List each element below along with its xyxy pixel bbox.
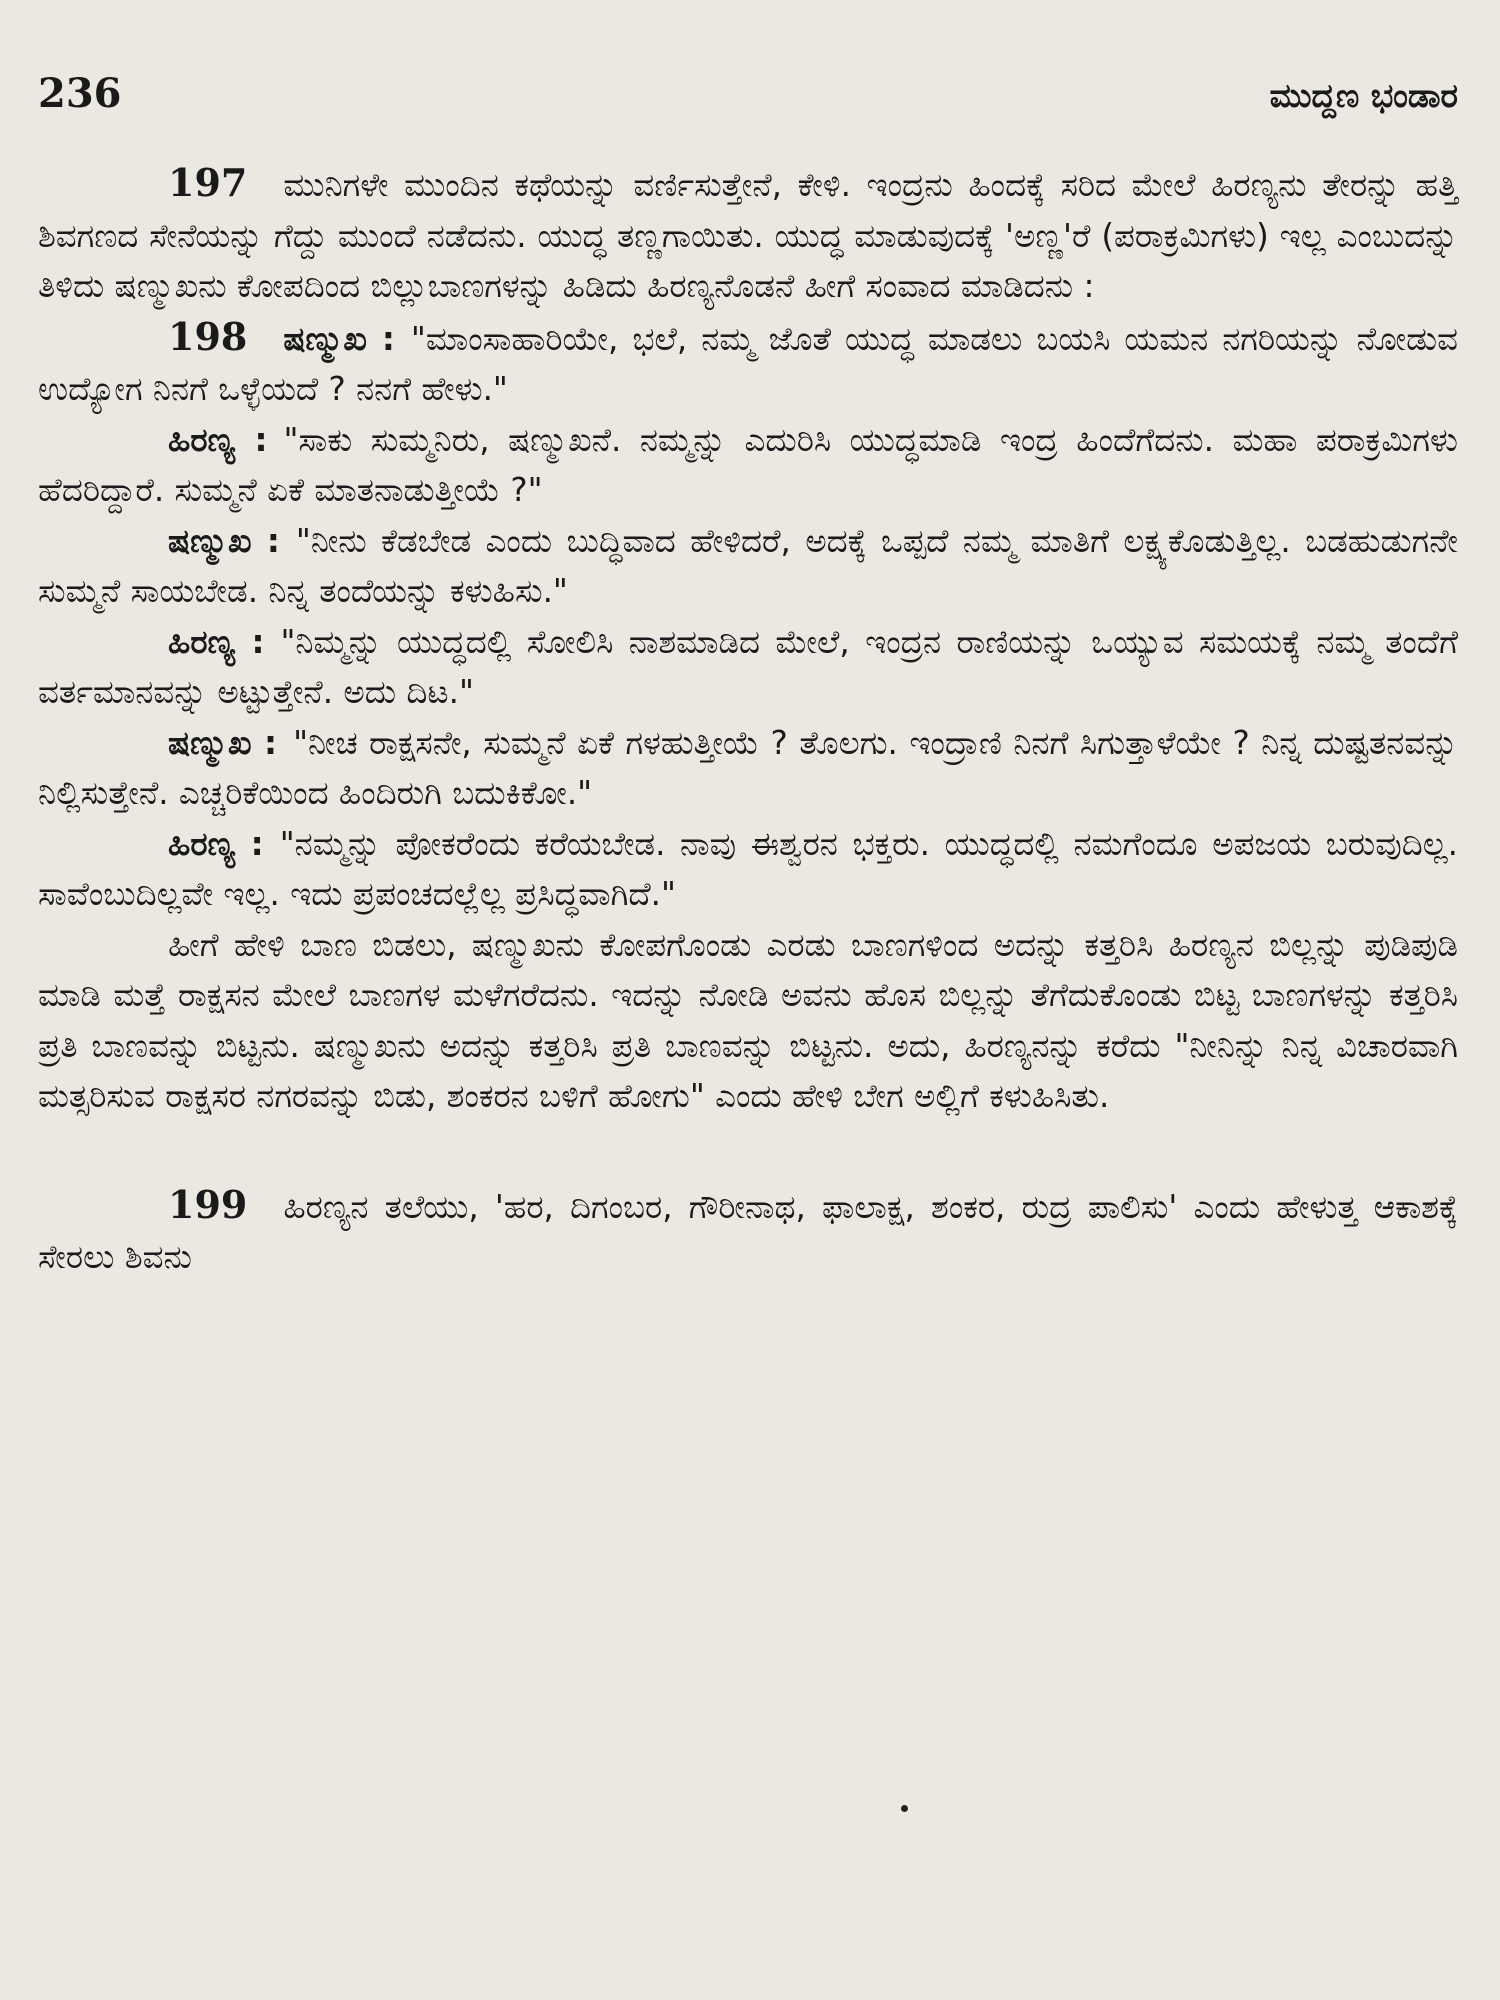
paragraph <box>38 920 1458 1122</box>
paragraph-text: "ನಮ್ಮನ್ನು ಪೋಕರೆಂದು ಕರೆಯಬೇಡ. ನಾವು ಈಶ್ವರನ ಭಕ್ತರು. ಯುದ್ಧದಲ್ಲಿ ನಮಗೆಂದೂ ಅಪಜಯ ಬರುವುದಿಲ್ಲ. ಸಾವೆಂಬುದಿಲ್ಲವೇ ಇಲ್ಲ. ಇದು ಪ್ರಪಂಚದಲ್ಲೆಲ್ಲ ಪ್ರಸಿದ್ಧವಾಗಿದೆ." <box>38 824 1459 913</box>
paragraph-text: "ಸಾಕು ಸುಮ್ಮನಿರು, ಷಣ್ಮುಖನೆ. ನಮ್ಮನ್ನು ಎದುರಿಸಿ ಯುದ್ಧಮಾಡಿ ಇಂದ್ರ ಹಿಂದೆಗೆದನು. ಮಹಾ ಪರಾಕ್ರಮಿಗಳು ಹೆದರಿದ್ದಾರೆ. ಸುಮ್ಮನೆ ಏಕೆ ಮಾತನಾಡುತ್ತೀಯೆ ?" <box>38 420 1458 509</box>
paragraph-text: "ನೀನು ಕೆಡಬೇಡ ಎಂದು ಬುದ್ಧಿವಾದ ಹೇಳಿದರೆ, ಅದಕ್ಕೆ ಒಪ್ಪದೆ ನಮ್ಮ ಮಾತಿಗೆ ಲಕ್ಷ್ಯಕೊಡುತ್ತಿಲ್ಲ. ಬಡಹುಡುಗನೇ ಸುಮ್ಮನೆ ಸಾಯಬೇಡ. ನಿನ್ನ ತಂದೆಯನ್ನು ಕಳುಹಿಸು." <box>38 521 1458 610</box>
speaker-label: ಷಣ್ಮುಖ : <box>283 319 395 358</box>
speaker-label: ಷಣ್ಮುಖ : <box>168 723 278 762</box>
paragraph <box>38 415 1458 516</box>
paragraph <box>38 1180 1458 1283</box>
paragraph-text: ಹಿರಣ್ಯನ ತಲೆಯು, 'ಹರ, ದಿಗಂಬರ, ಗೌರೀನಾಥ, ಫಾಲಾಕ್ಷ, ಶಂಕರ, ರುದ್ರ ಪಾಲಿಸು' ಎಂದು ಹೇಳುತ್ತ ಆಕಾಶಕ್ಕೆ ಸೇರಲು ಶಿವನು <box>38 1187 1458 1276</box>
page-body <box>38 158 1458 1283</box>
verse-number: 199 <box>168 1181 248 1227</box>
running-head: ಮುದ್ದಣ ಭಂಡಾರ <box>1269 76 1458 115</box>
paragraph <box>38 312 1458 415</box>
paragraph-text: "ನೀಚ ರಾಕ್ಷಸನೇ, ಸುಮ್ಮನೆ ಏಕೆ ಗಳಹುತ್ತೀಯೆ ? ತೊಲಗು. ಇಂದ್ರಾಣಿ ನಿನಗೆ ಸಿಗುತ್ತಾಳೆಯೇ ? ನಿನ್ನ ದುಷ್ಟತನವನ್ನು ನಿಲ್ಲಿಸುತ್ತೇನೆ. ಎಚ್ಚರಿಕೆಯಿಂದ ಹಿಂದಿರುಗಿ ಬದುಕಿಕೋ." <box>38 723 1458 812</box>
paragraph <box>38 819 1458 920</box>
speaker-label: ಹಿರಣ್ಯ : <box>168 622 265 661</box>
paragraph <box>38 158 1458 312</box>
paragraph-text: ಮುನಿಗಳೇ ಮುಂದಿನ ಕಥೆಯನ್ನು ವರ್ಣಿಸುತ್ತೇನೆ, ಕೇಳಿ. ಇಂದ್ರನು ಹಿಂದಕ್ಕೆ ಸರಿದ ಮೇಲೆ ಹಿರಣ್ಯನು ತೇರನ್ನು ಹತ್ತಿ ಶಿವಗಣದ ಸೇನೆಯನ್ನು ಗೆದ್ದು ಮುಂದೆ ನಡೆದನು. ಯುದ್ಧ ತಣ್ಣಗಾಯಿತು. ಯುದ್ಧ ಮಾಡುವುದಕ್ಕೆ 'ಅಣ್ಣ'ರೆ (ಪರಾಕ್ರಮಿಗಳು) ಇಲ್ಲ ಎಂಬುದನ್ನು ತಿಳಿದು ಷಣ್ಮುಖನು ಕೋಪದಿಂದ ಬಿಲ್ಲುಬಾಣಗಳನ್ನು ಹಿಡಿದು ಹಿರಣ್ಯನೊಡನೆ ಹೀಗೆ ಸಂವಾದ ಮಾಡಿದನು : <box>38 166 1458 305</box>
speaker-label: ಹಿರಣ್ಯ : <box>168 824 264 863</box>
paragraph-text: ಹೀಗೆ ಹೇಳಿ ಬಾಣ ಬಿಡಲು, ಷಣ್ಮುಖನು ಕೋಪಗೊಂಡು ಎರಡು ಬಾಣಗಳಿಂದ ಅದನ್ನು ಕತ್ತರಿಸಿ ಹಿರಣ್ಯನ ಬಿಲ್ಲನ್ನು ಪುಡಿಪುಡಿ ಮಾಡಿ ಮತ್ತೆ ರಾಕ್ಷಸನ ಮೇಲೆ ಬಾಣಗಳ ಮಳೆಗರೆದನು. ಇದನ್ನು ನೋಡಿ ಅವನು ಹೊಸ ಬಿಲ್ಲನ್ನು ತೆಗೆದುಕೊಂಡು ಬಿಟ್ಟ ಬಾಣಗಳನ್ನು ಕತ್ತರಿಸಿ ಪ್ರತಿ ಬಾಣವನ್ನು ಬಿಟ್ಟನು. ಷಣ್ಮುಖನು ಅದನ್ನು ಕತ್ತರಿಸಿ ಪ್ರತಿ ಬಾಣವನ್ನು ಬಿಟ್ಟನು. ಅದು, ಹಿರಣ್ಯನನ್ನು ಕರೆದು "ನೀನಿನ್ನು ನಿನ್ನ ವಿಚಾರವಾಗಿ ಮತ್ಸರಿಸುವ ರಾಕ್ಷಸರ ನಗರವನ್ನು ಬಿಡು, ಶಂಕರನ ಬಳಿಗೆ ಹೋಗು" ಎಂದು ಹೇಳಿ ಬೇಗ ಅಲ್ಲಿಗೆ ಕಳುಹಿಸಿತು. <box>38 925 1458 1115</box>
speaker-label: ಹಿರಣ್ಯ : <box>168 420 268 459</box>
page-number: 236 <box>38 70 122 117</box>
paragraph <box>38 718 1458 819</box>
speaker-label: ಷಣ್ಮುಖ : <box>168 521 280 560</box>
verse-number: 198 <box>168 313 248 359</box>
page-header <box>38 70 1458 130</box>
paragraph <box>38 516 1458 617</box>
paragraph <box>38 617 1458 718</box>
verse-number: 197 <box>168 160 248 205</box>
paragraph-text: "ನಿಮ್ಮನ್ನು ಯುದ್ಧದಲ್ಲಿ ಸೋಲಿಸಿ ನಾಶಮಾಡಿದ ಮೇಲೆ, ಇಂದ್ರನ ರಾಣಿಯನ್ನು ಒಯ್ಯುವ ಸಮಯಕ್ಕೆ ನಮ್ಮ ತಂದೆಗೆ ವರ್ತಮಾನವನ್ನು ಅಟ್ಟುತ್ತೇನೆ. ಅದು ದಿಟ." <box>38 622 1458 711</box>
paragraph-text: "ಮಾಂಸಾಹಾರಿಯೇ, ಭಲೆ, ನಮ್ಮ ಜೊತೆ ಯುದ್ಧ ಮಾಡಲು ಬಯಸಿ ಯಮನ ನಗರಿಯನ್ನು ನೋಡುವ ಉದ್ಯೋಗ ನಿನಗೆ ಒಳ್ಳೆಯದೆ ? ನನಗೆ ಹೇಳು." <box>38 319 1458 408</box>
ink-speck <box>901 1805 908 1812</box>
